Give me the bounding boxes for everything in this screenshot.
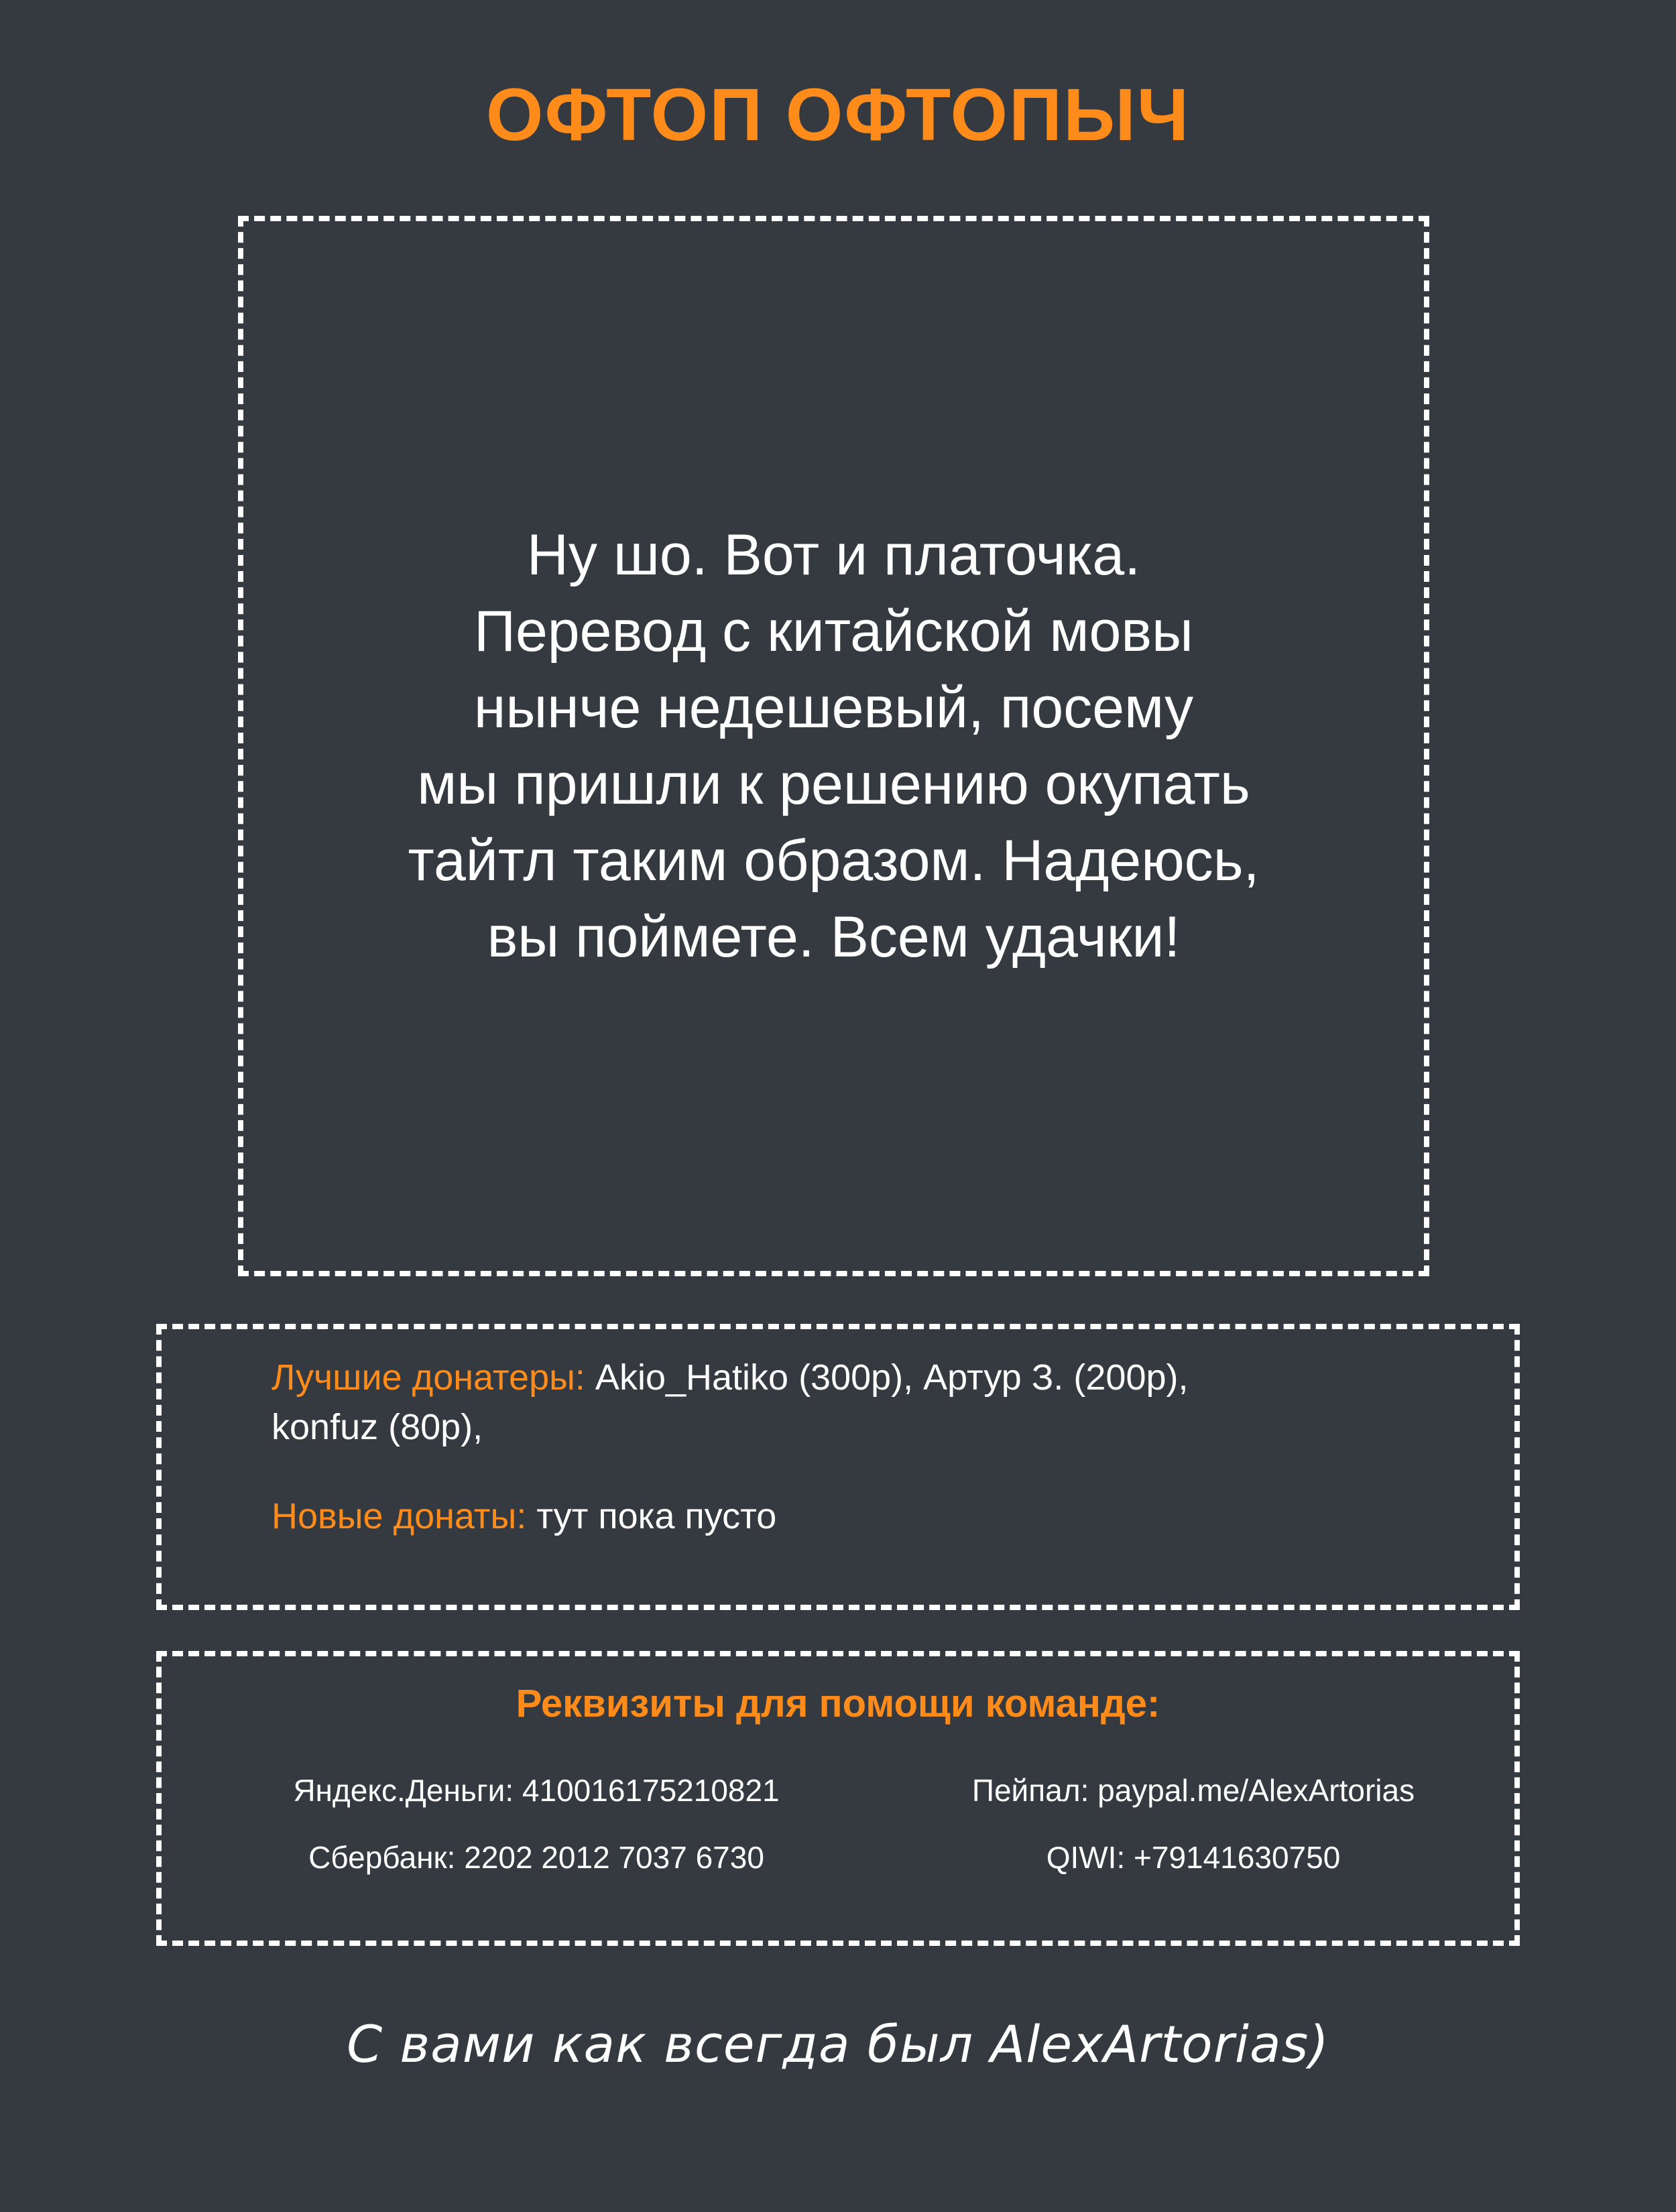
page-title: ОФТОП ОФТОПЫЧ — [485, 74, 1191, 156]
best-donors-list: Akio_Hatiko (300р), Артур З. (200р), — [585, 1357, 1189, 1398]
qiwi-requisite: QIWI: +79141630750 — [1046, 1840, 1341, 1875]
main-message-text — [408, 517, 1260, 975]
best-donors-list-continued: konfuz (80р), — [272, 1407, 483, 1447]
requisites-title: Реквизиты для помощи команде: — [516, 1682, 1160, 1725]
best-donors-label: Лучшие донатеры: — [272, 1357, 585, 1398]
new-donations-value: тут пока пусто — [526, 1496, 777, 1536]
signature: С вами как всегда был AlexArtorias) — [347, 2014, 1329, 2074]
main-message — [238, 216, 1429, 1276]
message-line: Ну шо. Вот и платочка. — [526, 523, 1141, 587]
message-line: Перевод с китайской мовы — [474, 599, 1193, 664]
message-line: мы пришли к решению окупать — [417, 752, 1250, 816]
new-donations-label: Новые донаты: — [272, 1496, 527, 1536]
message-line: нынче недешевый, посему — [473, 676, 1194, 740]
yandex-money-requisite: Яндекс.Деньги: 410016175210821 — [293, 1773, 780, 1808]
best-donors — [272, 1353, 1411, 1452]
paypal-requisite: Пейпал: paypal.me/AlexArtorias — [971, 1773, 1415, 1808]
message-line: тайтл таким образом. Надеюсь, — [408, 828, 1260, 893]
sberbank-requisite: Сбербанк: 2202 2012 7037 6730 — [308, 1840, 764, 1875]
new-donations — [272, 1491, 1411, 1541]
message-line: вы поймете. Всем удачки! — [487, 905, 1181, 969]
